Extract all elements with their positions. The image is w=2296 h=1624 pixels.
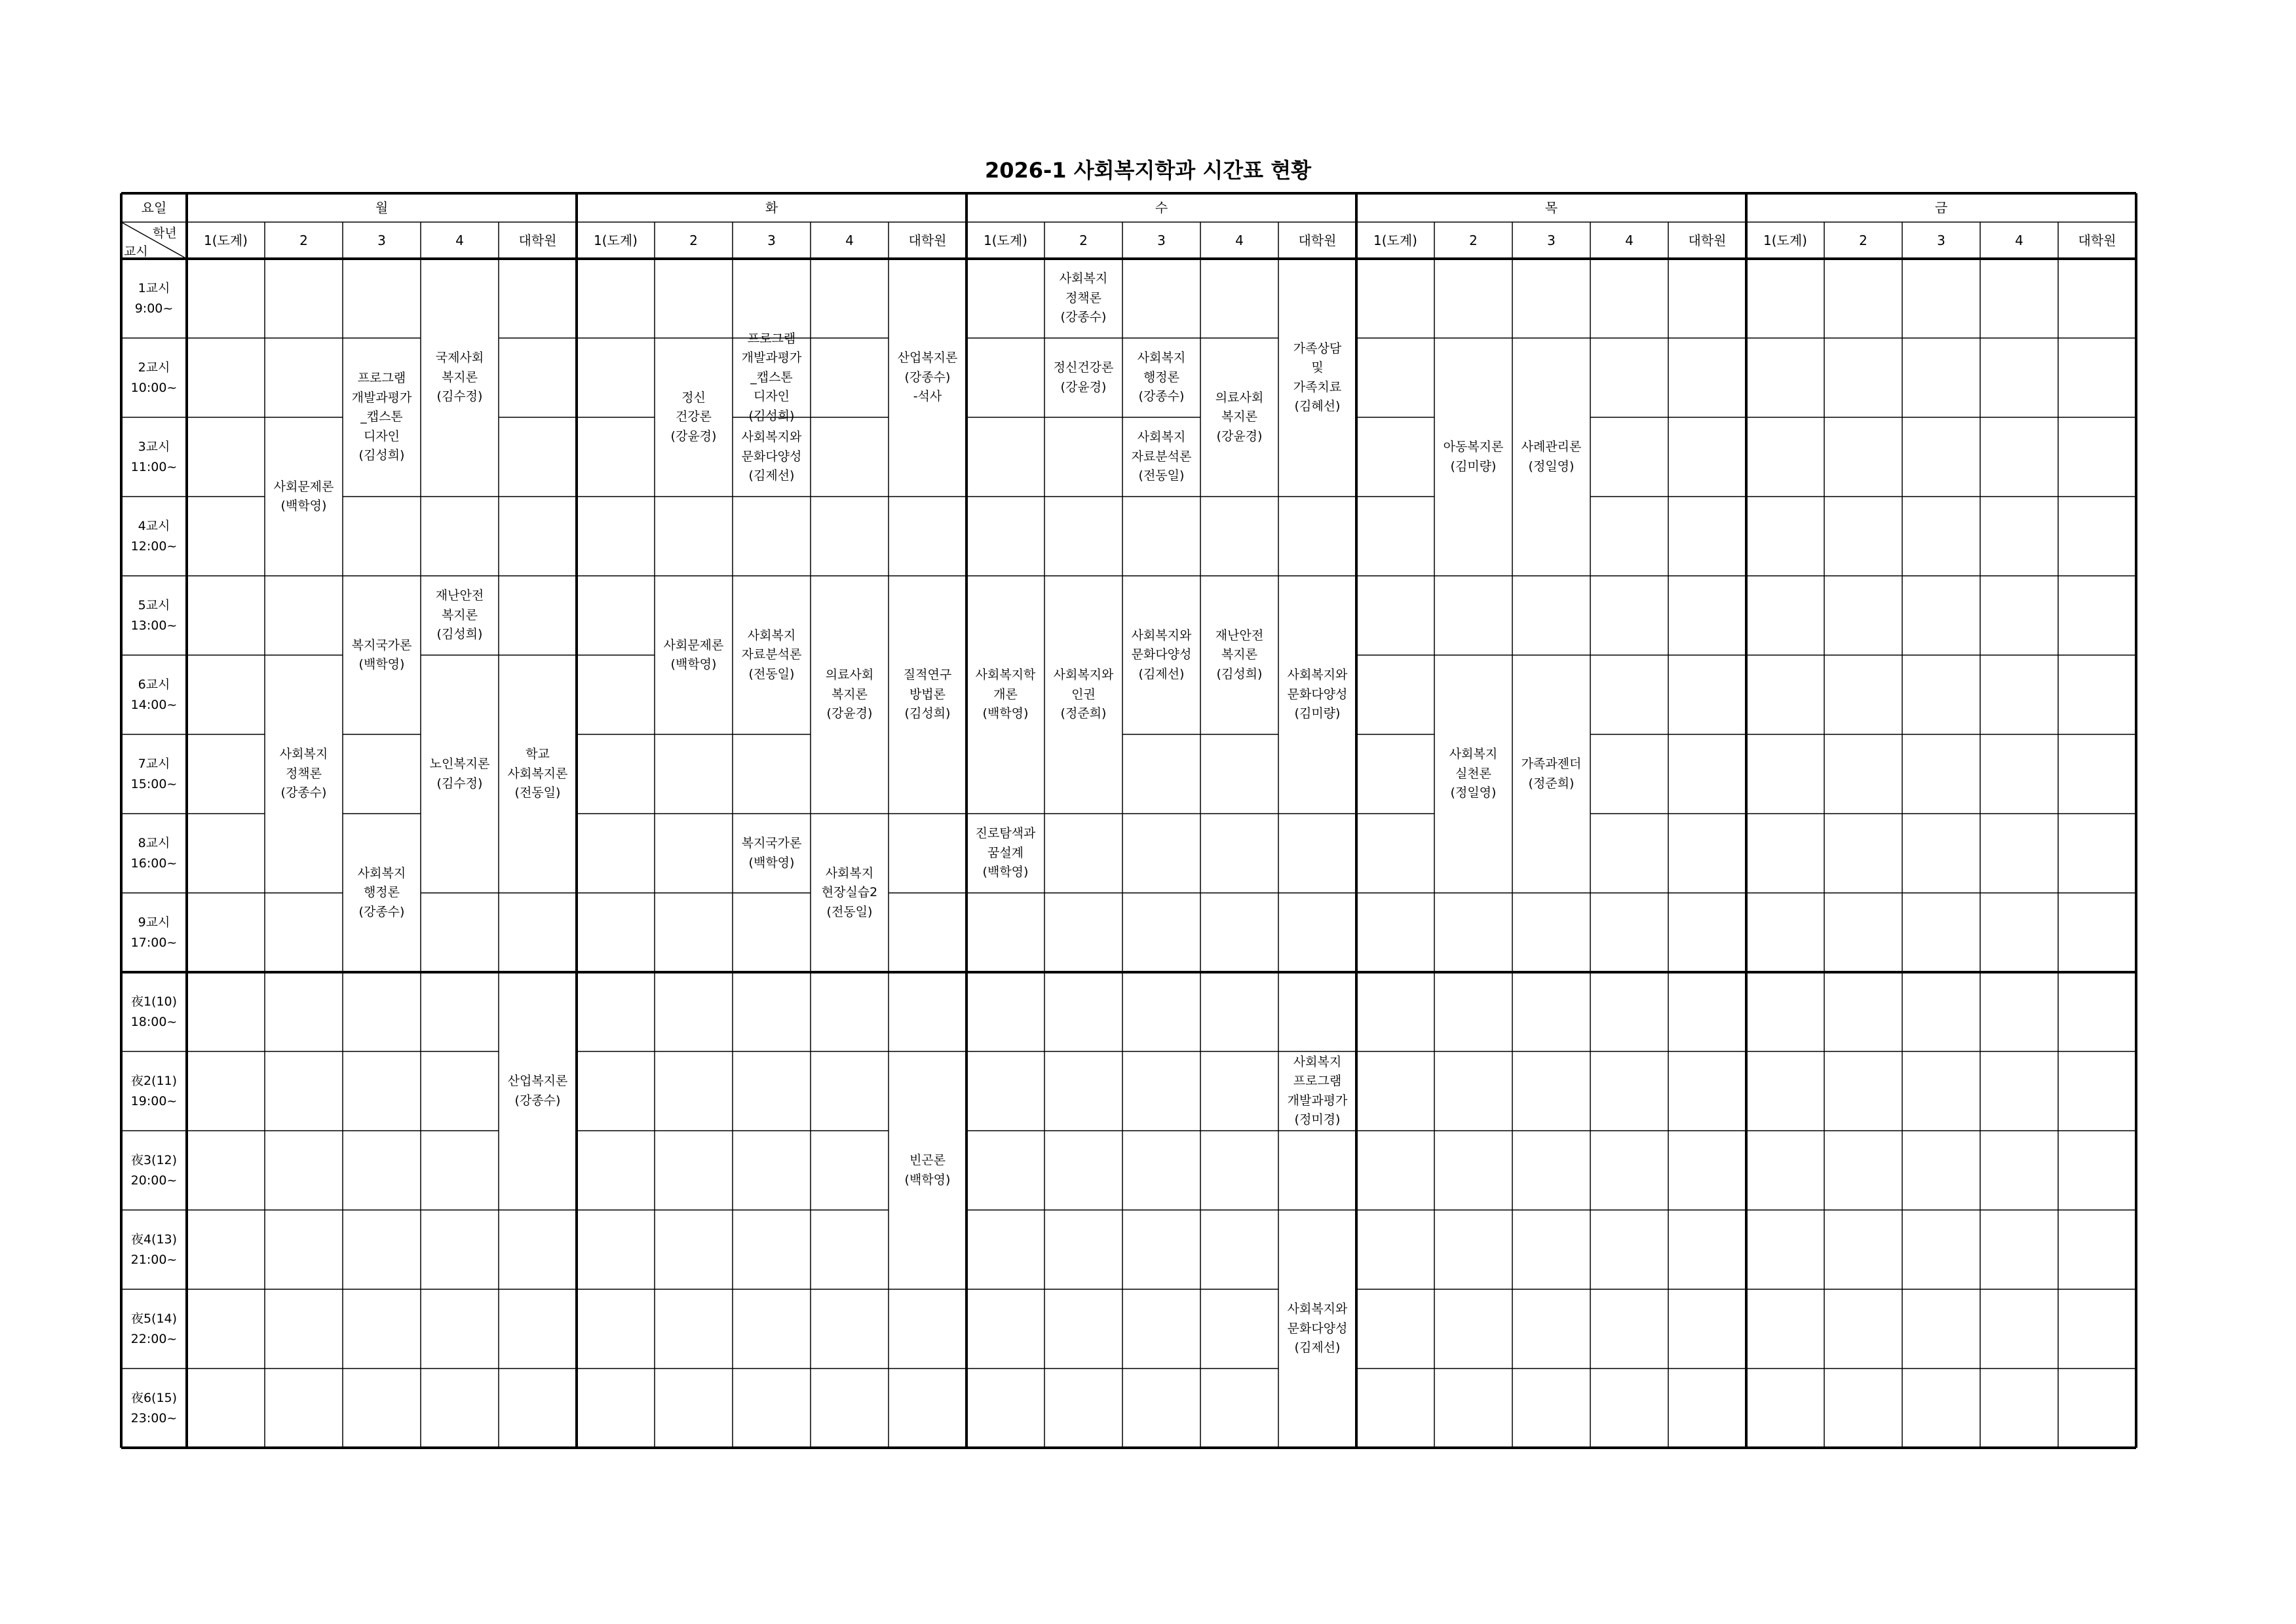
class-block: 산업복지론 (강종수) -석사 bbox=[897, 350, 958, 404]
class-block: 질적연구 방법론 (김성희) bbox=[903, 668, 952, 721]
grade-header: 3 bbox=[1547, 232, 1556, 248]
period-time: 19:00~ bbox=[130, 1093, 178, 1108]
class-block: 학교 사회복지론 (전동일) bbox=[507, 747, 568, 801]
class-block: 사회복지 자료분석론 (전동일) bbox=[1131, 430, 1192, 483]
period-time: 20:00~ bbox=[130, 1173, 178, 1188]
page-title: 2026-1 사회복지학과 시간표 현황 bbox=[984, 158, 1312, 183]
grade-header: 1(도계) bbox=[1373, 232, 1417, 248]
period-name: 9교시 bbox=[138, 915, 170, 930]
period-name: 3교시 bbox=[138, 440, 170, 455]
period-name: 夜2(11) bbox=[130, 1074, 178, 1089]
period-label bbox=[121, 1051, 187, 1131]
period-name: 6교시 bbox=[138, 677, 170, 692]
class-block: 사회복지와 인권 (정준희) bbox=[1053, 668, 1114, 721]
period-time: 11:00~ bbox=[130, 459, 178, 474]
day-header: 월 bbox=[375, 199, 389, 216]
day-header: 금 bbox=[1934, 199, 1948, 216]
class-block: 프로그램 개발과평가 _캡스톤 디자인 (김성희) bbox=[741, 331, 802, 423]
grade-header: 대학원 bbox=[908, 232, 947, 248]
class-block: 사회복지학 개론 (백학영) bbox=[975, 668, 1036, 721]
period-name: 8교시 bbox=[138, 836, 170, 851]
class-block: 사회복지와 문화다양성 (김제선) bbox=[1287, 1302, 1348, 1355]
grade-header: 3 bbox=[1937, 232, 1945, 248]
class-block: 사회복지 행정론 (강종수) bbox=[1137, 350, 1186, 404]
day-header: 목 bbox=[1544, 199, 1558, 216]
period-label bbox=[121, 814, 187, 893]
class-block: 정신건강론 (강윤경) bbox=[1053, 360, 1114, 394]
class-block: 의료사회 복지론 (강윤경) bbox=[1215, 390, 1264, 444]
class-block: 재난안전 복지론 (김성희) bbox=[1215, 628, 1264, 681]
period-name: 夜1(10) bbox=[130, 994, 178, 1010]
period-label bbox=[121, 417, 187, 497]
class-block: 사회복지와 문화다양성 (김제선) bbox=[1131, 628, 1192, 681]
period-name: 2교시 bbox=[138, 360, 170, 375]
period-time: 18:00~ bbox=[130, 1014, 178, 1029]
period-label bbox=[121, 1131, 187, 1210]
grade-header: 2 bbox=[299, 232, 308, 248]
period-label bbox=[121, 972, 187, 1051]
class-block: 사회문제론 (백학영) bbox=[663, 637, 724, 671]
grade-header: 2 bbox=[689, 232, 698, 248]
grade-corner-label: 학년 bbox=[153, 226, 177, 240]
grade-header: 4 bbox=[455, 232, 464, 248]
period-time: 13:00~ bbox=[130, 618, 178, 633]
period-label bbox=[121, 893, 187, 972]
grade-header: 1(도계) bbox=[1763, 232, 1807, 248]
class-block: 가족과젠더 (정준희) bbox=[1521, 757, 1582, 791]
period-time: 14:00~ bbox=[130, 697, 178, 712]
period-label bbox=[121, 1289, 187, 1369]
class-block: 복지국가론 (백학영) bbox=[351, 637, 412, 671]
day-header-label: 요일 bbox=[141, 199, 167, 216]
grade-header: 4 bbox=[845, 232, 854, 248]
period-label bbox=[121, 1369, 187, 1448]
class-block: 사회복지 자료분석론 (전동일) bbox=[741, 628, 802, 681]
period-label bbox=[121, 734, 187, 814]
class-block: 사회복지 정책론 (강종수) bbox=[1059, 271, 1108, 325]
class-block: 빈곤론 (백학영) bbox=[904, 1153, 951, 1187]
period-corner-label: 교시 bbox=[124, 244, 148, 259]
period-label bbox=[121, 497, 187, 576]
class-block: 사회복지 현장실습2 (전동일) bbox=[821, 865, 878, 919]
period-label bbox=[121, 655, 187, 734]
class-block: 사회복지 정책론 (강종수) bbox=[279, 747, 328, 801]
grade-header: 대학원 bbox=[2078, 232, 2116, 248]
class-block: 아동복지론 (김미량) bbox=[1443, 440, 1504, 474]
class-block: 노인복지론 (김수정) bbox=[429, 757, 490, 791]
class-block: 사회문제론 (백학영) bbox=[273, 479, 334, 513]
period-name: 夜5(14) bbox=[130, 1312, 178, 1327]
class-block: 재난안전 복지론 (김성희) bbox=[435, 588, 484, 642]
class-block: 의료사회 복지론 (강윤경) bbox=[825, 668, 874, 721]
grade-header: 2 bbox=[1859, 232, 1867, 248]
period-time: 15:00~ bbox=[130, 776, 178, 791]
period-time: 21:00~ bbox=[130, 1252, 178, 1267]
period-time: 16:00~ bbox=[130, 856, 178, 871]
grade-header: 1(도계) bbox=[594, 232, 638, 248]
period-label bbox=[121, 1210, 187, 1289]
period-name: 夜4(13) bbox=[130, 1232, 178, 1247]
grade-header: 3 bbox=[377, 232, 386, 248]
period-name: 4교시 bbox=[138, 519, 170, 534]
grade-header: 4 bbox=[1235, 232, 1244, 248]
class-block: 사례관리론 (정일영) bbox=[1521, 440, 1582, 474]
period-label bbox=[121, 259, 187, 338]
day-header: 화 bbox=[765, 199, 778, 216]
class-block: 사회복지 프로그램 개발과평가 (정미경) bbox=[1287, 1054, 1348, 1127]
period-label bbox=[121, 338, 187, 417]
grade-header: 4 bbox=[2015, 232, 2023, 248]
grade-header: 1(도계) bbox=[204, 232, 248, 248]
class-block: 정신 건강론 (강윤경) bbox=[670, 390, 717, 444]
period-time: 10:00~ bbox=[130, 380, 178, 395]
class-block: 진로탐색과 꿈설계 (백학영) bbox=[975, 826, 1036, 880]
grade-header: 1(도계) bbox=[984, 232, 1027, 248]
grade-header: 3 bbox=[1157, 232, 1166, 248]
period-name: 夜3(12) bbox=[130, 1153, 178, 1168]
class-block: 복지국가론 (백학영) bbox=[741, 836, 802, 870]
grade-header: 3 bbox=[767, 232, 776, 248]
class-block: 가족상담 및 가족치료 (김혜선) bbox=[1293, 341, 1342, 413]
day-header: 수 bbox=[1155, 199, 1168, 216]
period-time: 23:00~ bbox=[130, 1410, 178, 1426]
class-block: 사회복지와 문화다양성 (김제선) bbox=[741, 430, 802, 483]
class-block: 사회복지 실천론 (정일영) bbox=[1449, 747, 1498, 801]
class-block: 사회복지 행정론 (강종수) bbox=[357, 865, 406, 919]
grade-header: 대학원 bbox=[1298, 232, 1337, 248]
grade-header: 2 bbox=[1469, 232, 1478, 248]
grade-header: 4 bbox=[1625, 232, 1634, 248]
period-name: 夜6(15) bbox=[130, 1391, 178, 1406]
grade-header: 2 bbox=[1079, 232, 1088, 248]
period-time: 22:00~ bbox=[130, 1331, 178, 1346]
grade-header: 대학원 bbox=[1688, 232, 1727, 248]
period-time: 17:00~ bbox=[130, 935, 178, 950]
class-block: 프로그램 개발과평가 _캡스톤 디자인 (김성희) bbox=[351, 371, 412, 463]
class-block: 국제사회 복지론 (김수정) bbox=[435, 350, 484, 404]
class-block: 사회복지와 문화다양성 (김미량) bbox=[1287, 668, 1348, 721]
period-time: 9:00~ bbox=[134, 301, 174, 316]
grade-header: 대학원 bbox=[518, 232, 557, 248]
period-time: 12:00~ bbox=[130, 538, 178, 554]
class-block: 산업복지론 (강종수) bbox=[507, 1074, 568, 1108]
period-name: 1교시 bbox=[138, 281, 170, 296]
period-name: 5교시 bbox=[138, 598, 170, 613]
period-label bbox=[121, 576, 187, 655]
period-name: 7교시 bbox=[138, 757, 170, 772]
